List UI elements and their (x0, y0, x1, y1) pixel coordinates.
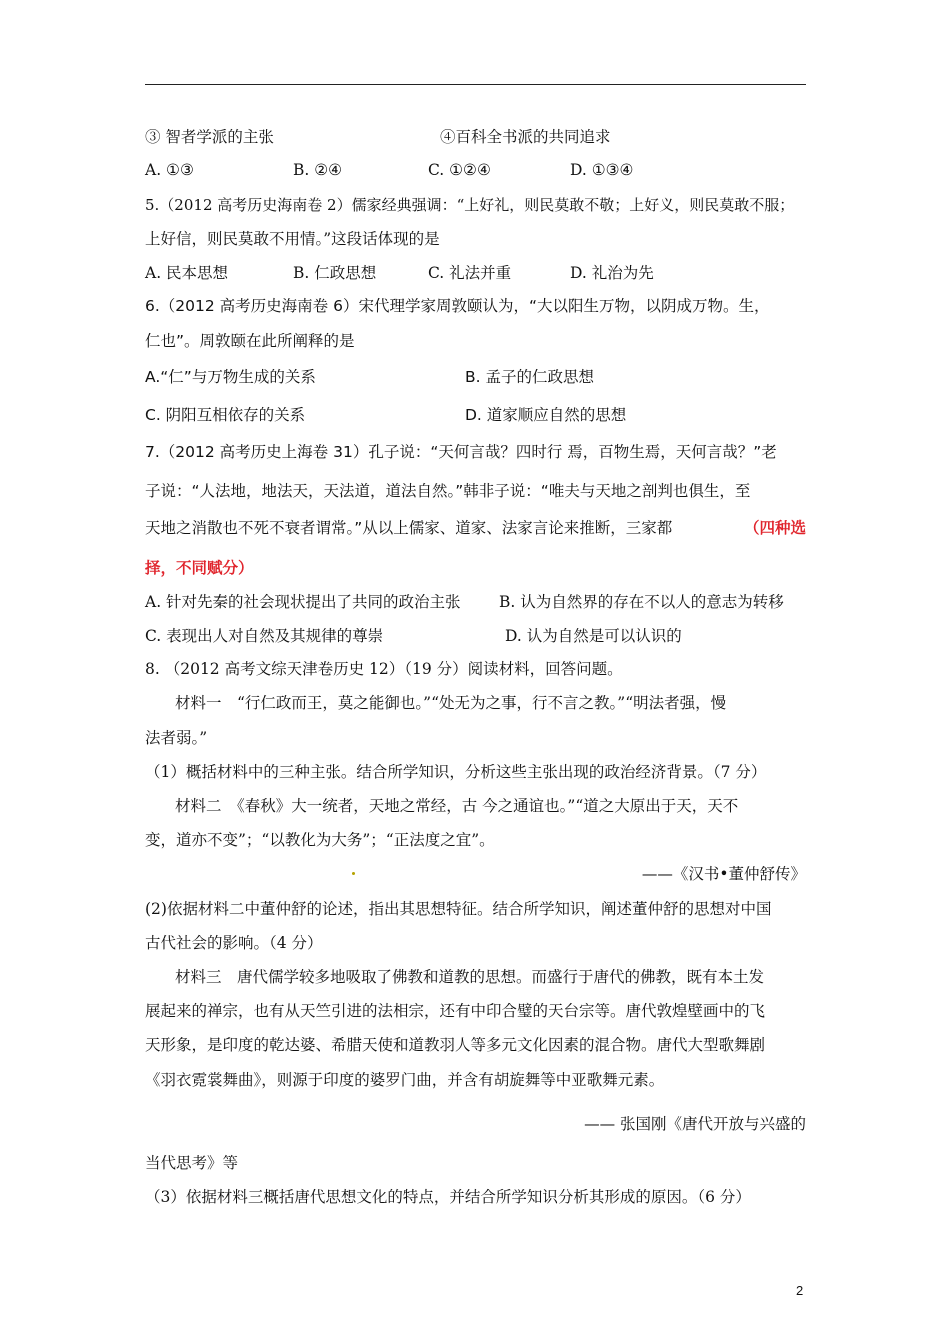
q6-stem-line1: 6.（2012 高考历史海南卷 6）宋代理学家周敦颐认为，“大以阳生万物，以阴成万物。生， (145, 297, 770, 315)
q7-choice-c: C. 表现出人对自然及其规律的尊崇 (145, 627, 384, 645)
q8-question3: （3）依据材料三概括唐代思想文化的特点，并结合所学知识分析其形成的原因。（6 分） (145, 1188, 751, 1206)
stray-mark (352, 872, 355, 875)
q5-stem-line1: 5.（2012 高考历史海南卷 2）儒家经典强调：“上好礼，则民莫敢不敬；上好义，则民莫敢不服； (145, 196, 795, 214)
q8-material3-source: —— 张国刚《唐代开放与兴盛的 (584, 1115, 806, 1133)
q6-choice-a: A.“仁”与万物生成的关系 (145, 368, 316, 386)
q5-choice-c: C. 礼法并重 (428, 264, 512, 282)
q8-material2-source: ——《汉书•董仲舒传》 (641, 865, 806, 883)
q4-item3: ③ 智者学派的主张 (145, 128, 274, 146)
q4-choice-a: A. ①③ (145, 161, 194, 179)
q8-material3-line3: 天形象，是印度的乾达婆、希腊天使和道教羽人等多元文化因素的混合物。唐代大型歌舞剧 (145, 1036, 766, 1054)
q4-choice-b: B. ②④ (293, 161, 343, 179)
q8-material3-line2: 展起来的禅宗，也有从天竺引进的法相宗，还有中印合璧的天台宗等。唐代敦煌壁画中的飞 (145, 1002, 766, 1020)
q7-choice-b: B. 认为自然界的存在不以人的意志为转移 (499, 593, 784, 611)
q8-material2-line1: 材料二 《春秋》大一统者，天地之常经，古 今之通谊也。”“道之大原出于天，天不 (175, 797, 739, 815)
q4-choice-c: C. ①②④ (428, 161, 491, 179)
q8-question1: （1）概括材料中的三种主张。结合所学知识，分析这些主张出现的政治经济背景。（7 分） (145, 763, 767, 781)
q5-choice-b: B. 仁政思想 (293, 264, 377, 282)
q8-material1-line1: 材料一 “行仁政而王，莫之能御也。”“处无为之事，行不言之教。”“明法者强，慢 (175, 694, 727, 712)
q4-item4: ④百科全书派的共同追求 (440, 128, 611, 146)
q8-question2-line1: (2)依据材料二中董仲舒的论述，指出其思想特征。结合所学知识，阐述董仲舒的思想对中国 (145, 900, 772, 918)
q4-choice-d: D. ①③④ (570, 161, 634, 179)
q5-choice-d: D. 礼治为先 (570, 264, 654, 282)
q7-choice-a: A. 针对先秦的社会现状提出了共同的政治主张 (145, 593, 461, 611)
q8-material3-line4: 《羽衣霓裳舞曲》，则源于印度的婆罗门曲，并含有胡旋舞等中亚歌舞元素。 (145, 1071, 665, 1089)
q8-header: 8. （2012 高考文综天津卷历史 12）（19 分）阅读材料，回答问题。 (145, 660, 623, 678)
q5-stem-line2: 上好信，则民莫敢不用情。”这段话体现的是 (145, 230, 440, 248)
q7-stem-line3: 天地之消散也不死不衰者谓常。”从以上儒家、道家、法家言论来推断，三家都 (145, 519, 673, 537)
q7-choice-d: D. 认为自然是可以认识的 (505, 627, 682, 645)
q8-material3-line1: 材料三 唐代儒学较多地吸取了佛教和道教的思想。而盛行于唐代的佛教，既有本土发 (175, 968, 765, 986)
q8-material1-line2: 法者弱。” (145, 729, 208, 747)
page-number: 2 (796, 1283, 804, 1298)
q8-material2-line2: 变，道亦不变”；“以教化为大务”；“正法度之宜”。 (145, 831, 495, 849)
q7-scoring-note-b: 择，不同赋分） (145, 559, 254, 577)
q8-question2-line2: 古代社会的影响。（4 分） (145, 934, 323, 952)
q6-choice-d: D. 道家顺应自然的思想 (465, 406, 627, 424)
header-rule (145, 84, 806, 85)
q6-choice-b: B. 孟子的仁政思想 (465, 368, 594, 386)
q7-stem-line2: 子说：“人法地，地法天，天法道，道法自然。”韩非子说：“唯夫与天地之剖判也俱生，至 (145, 482, 751, 500)
q7-stem-line1: 7.（2012 高考历史上海卷 31）孔子说：“天何言哉？四时行 焉，百物生焉，天何言哉？”老 (145, 443, 777, 461)
q6-stem-line2: 仁也”。周敦颐在此所阐释的是 (145, 332, 355, 350)
q6-choice-c: C. 阴阳互相依存的关系 (145, 406, 306, 424)
q7-scoring-note-a: （四种选 (744, 519, 807, 537)
q5-choice-a: A. 民本思想 (145, 264, 229, 282)
q8-material3-source-cont: 当代思考》等 (145, 1154, 239, 1172)
